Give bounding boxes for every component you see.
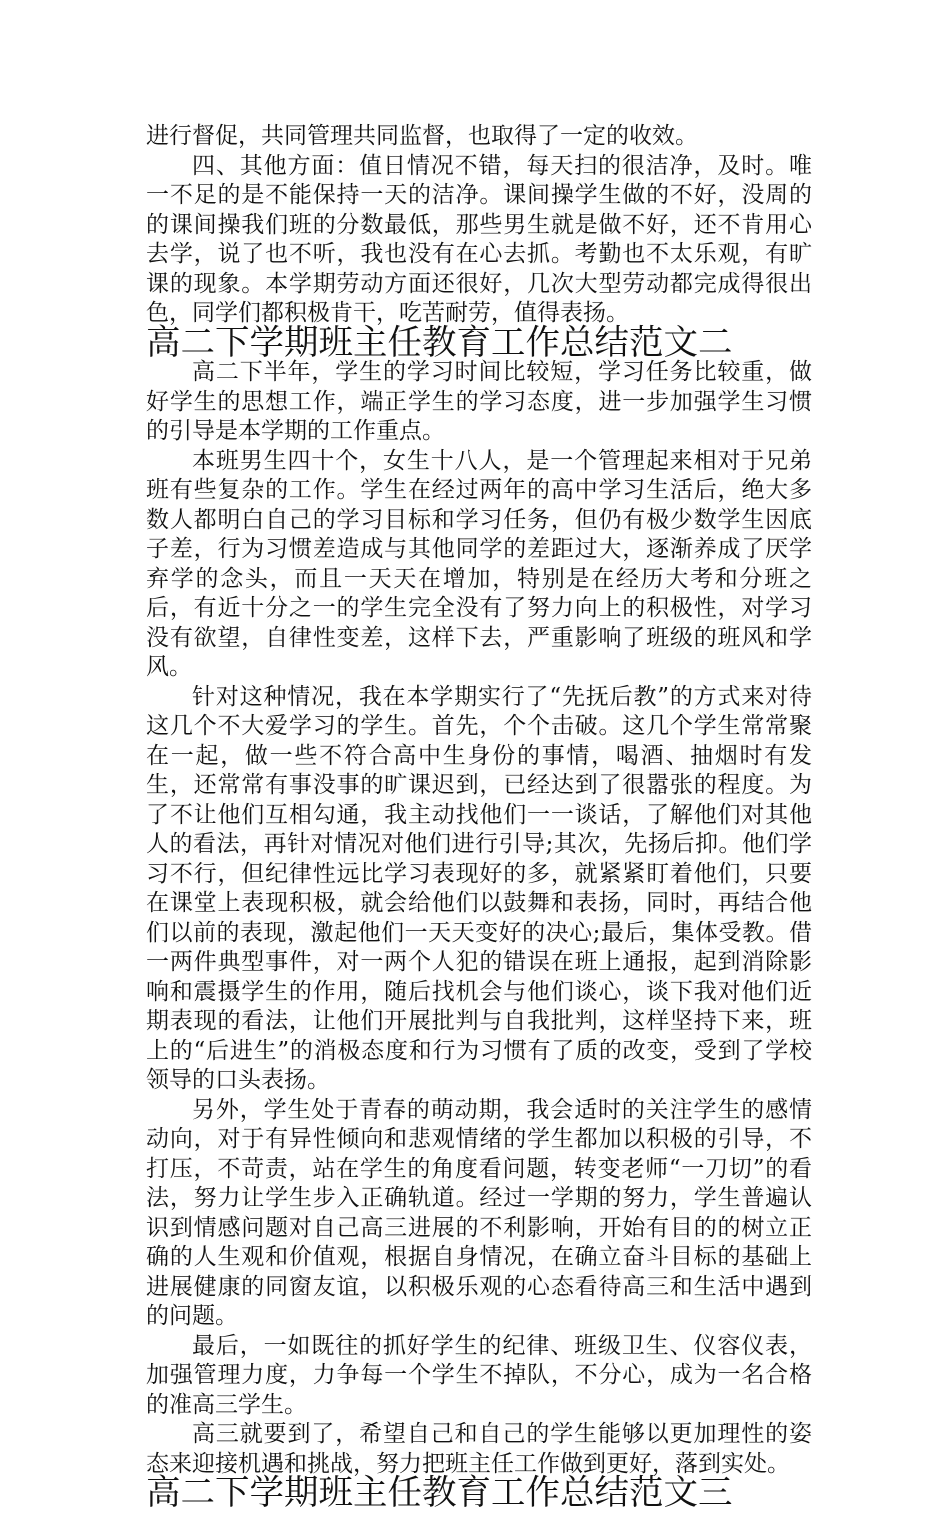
paragraph-closing: 高三就要到了，希望自己和自己的学生能够以更加理性的姿态来迎接机遇和挑战，努力把班主任工作做到更好，落到实处。 [146,1421,812,1477]
paragraph-intro: 高二下半年，学生的学习时间比较短，学习任务比较重，做好学生的思想工作，端正学生的学习态度，进一步加强学生习惯的引导是本学期的工作重点。 [146,359,812,444]
paragraph-class-situation: 本班男生四十个，女生十八人，是一个管理起来相对于兄弟班有些复杂的工作。学生在经过两年的高中学习生活后，绝大多数人都明白自己的学习目标和学习任务，但仍有极少数学生因底子差，行为习惯差造成与其他同学的差距过大，逐渐养成了厌学弃学的念头，而且一天天在增加，特别是在经历大考和分班之后，有近十分之一的学生完全没有了努力向上的积极性，对学习没有欲望，自律性变差，这样下去，严重影响了班级的班风和学风。 [146,447,812,680]
paragraph-other-aspects: 四、其他方面：值日情况不错，每天扫的很洁净，及时。唯一不足的是不能保持一天的洁净。课间操学生做的不好，没周的的课间操我们班的分数最低，那些男生就是做不好，还不肯用心去学，说了也不听，我也没有在心去抓。考勤也不太乐观，有旷课的现象。本学期劳动方面还很好，几次大型劳动都完成得很出色，同学们都积极肯干，吃苦耐劳，值得表扬。 [146,152,812,326]
paragraph-emotional-guidance: 另外，学生处于青春的萌动期，我会适时的关注学生的感情动向，对于有异性倾向和悲观情绪的学生都加以积极的引导，不打压，不苛责，站在学生的角度看问题，转变老师“一刀切”的看法，努力让学生步入正确轨道。经过一学期的努力，学生普遍认识到情感问题对自己高三进展的不利影响，开始有目的的树立正确的人生观和价值观，根据自身情况，在确立奋斗目标的基础上进展健康的同窗友谊，以积极乐观的心态看待高三和生活中遇到的问题。 [146,1096,812,1329]
paragraph-finally: 最后，一如既往的抓好学生的纪律、班级卫生、仪容仪表，加强管理力度，力争每一个学生不掉队，不分心，成为一名合格的准高三学生。 [146,1332,812,1418]
document-page [146,122,812,1513]
section-heading-3: 高二下学期班主任教育工作总结范文三 [146,1473,733,1513]
paragraph-approach: 针对这种情况，我在本学期实行了“先抚后教”的方式来对待这几个不大爱学习的学生。首先，个个击破。这几个学生常常聚在一起，做一些不符合高中生身份的事情，喝酒、抽烟时有发生，还常常有事没事的旷课迟到，已经达到了很嚣张的程度。为了不让他们互相勾通，我主动找他们一一谈话，了解他们对其他人的看法，再针对情况对他们进行引导;其次，先扬后抑。他们学习不行，但纪律性远比学习表现好的多，就紧紧盯着他们，只要在课堂上表现积极，就会给他们以鼓舞和表扬，同时，再结合他们以前的表现，激起他们一天天变好的决心;最后，集体受教。借一两件典型事件，对一两个人犯的错误在班上通报，起到消除影响和震摄学生的作用，随后找机会与他们谈心，谈下我对他们近期表现的看法，让他们开展批判与自我批判，这样坚持下来，班上的“后进生”的消极态度和行为习惯有了质的改变，受到了学校领导的口头表扬。 [146,683,812,1093]
section-heading-2: 高二下学期班主任教育工作总结范文二 [146,322,733,363]
paragraph-continuation: 进行督促，共同管理共同监督，也取得了一定的收效。 [146,123,698,149]
